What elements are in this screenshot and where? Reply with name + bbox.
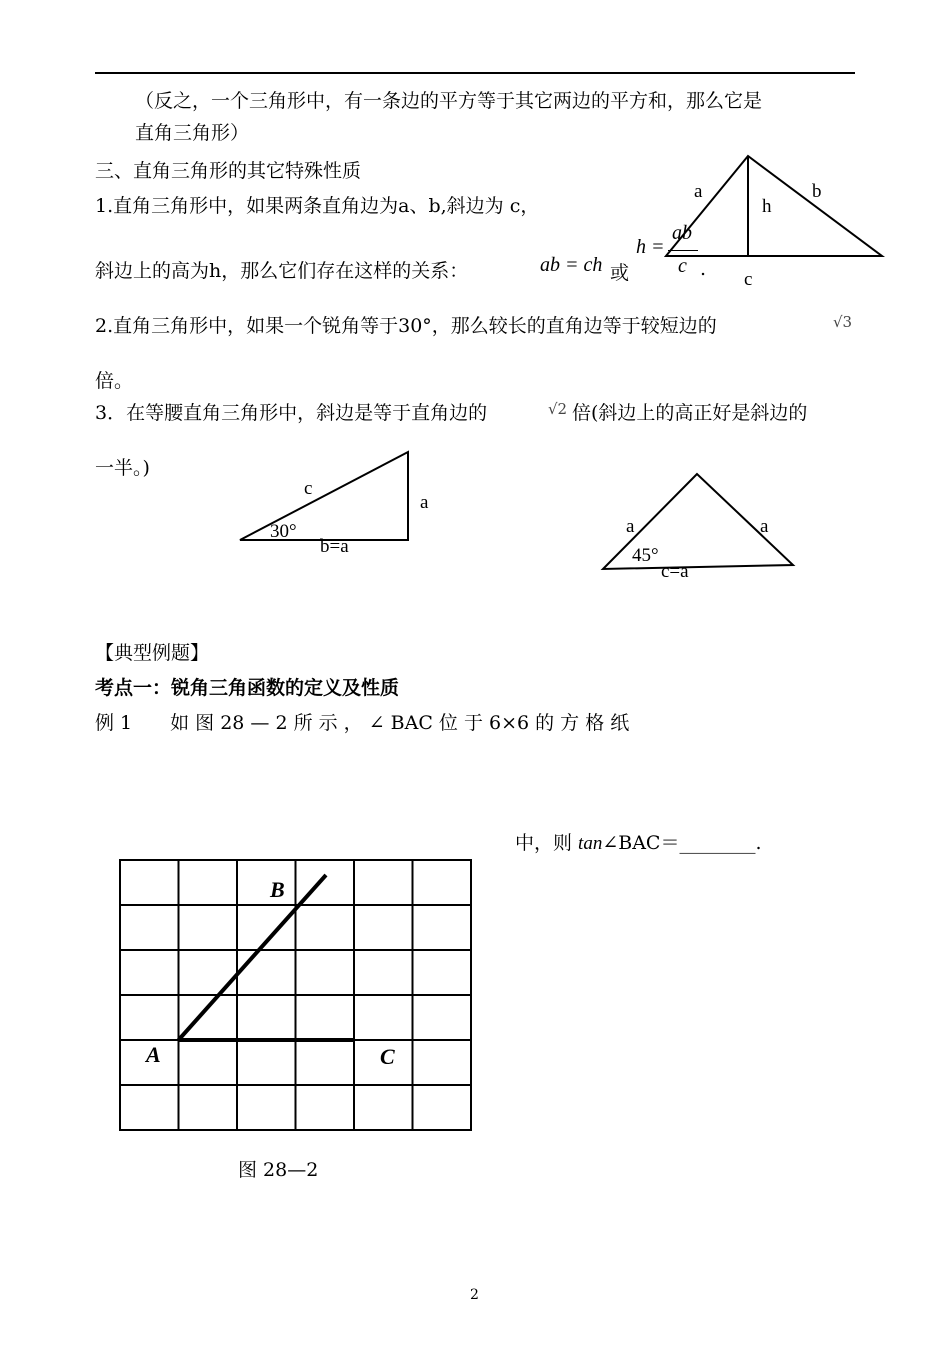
figure-caption: 图 28—2 [238,1159,319,1181]
fraction-numerator: ab [672,222,692,244]
converse-line-1: （反之，一个三角形中，有一条边的平方等于其它两边的平方和，那么它是 [135,90,763,112]
label-c-equals-a: c=a [661,561,689,582]
property-3-line-2: 一半。) [95,457,150,479]
label-b-equals-a: b=a [320,536,349,557]
section-heading-3: 三、直角三角形的其它特殊性质 [95,160,362,182]
sqrt2: √2 [548,400,568,418]
label-a: a [420,492,429,513]
fraction-denominator: c [678,255,687,277]
label-c: c [744,269,753,290]
example-1-text-pre: 中，则 [515,832,579,854]
grid-6x6 [120,860,471,1130]
label-angle-45: 45° [632,545,659,566]
converse-line-2: 直角三角形） [135,122,250,144]
label-a-left: a [626,516,635,537]
ray-AB [179,875,327,1040]
formula-h: h = [636,236,665,258]
property-2-line-2: 倍。 [95,370,134,392]
example-1-line-1: 例 1 如 图 28 — 2 所 示 ， ∠ BAC 位 于 6×6 的 方 格 纸 [95,712,630,734]
property-1-line-2: 斜边上的高为h，那么它们存在这样的关系： [95,260,469,282]
tan-text: tan [578,833,603,854]
point-A-label: A [146,1042,161,1067]
label-angle-30: 30° [270,521,297,542]
point-B-label: B [270,877,285,902]
page-number: 2 [470,1287,479,1303]
property-1-line-1: 1.直角三角形中，如果两条直角边为a、b,斜边为 c， [95,195,540,217]
property-3-line-1-post: 倍(斜边上的高正好是斜边的 [572,402,808,424]
label-a-right: a [760,516,769,537]
property-3-line-1-pre: 3．在等腰直角三角形中，斜边是等于直角边的 [95,402,488,424]
point-C-label: C [380,1044,395,1069]
period: . [700,258,707,280]
label-a: a [694,181,703,202]
label-c: c [304,478,313,499]
formula-ab-ch: ab = ch [540,254,603,276]
property-2-line-1: 2.直角三角形中，如果一个锐角等于30°，那么较长的直角边等于较短边的 [95,315,717,337]
label-b: b [812,181,822,202]
example-1-text-post: ∠BAC＝________. [602,832,762,854]
typical-examples-heading: 【典型例题】 [95,642,210,664]
kaodian-heading: 考点一：锐角三角函数的定义及性质 [95,677,400,699]
or-text: 或 [610,262,630,284]
sqrt3: √3 [833,313,853,331]
label-h: h [762,196,772,217]
